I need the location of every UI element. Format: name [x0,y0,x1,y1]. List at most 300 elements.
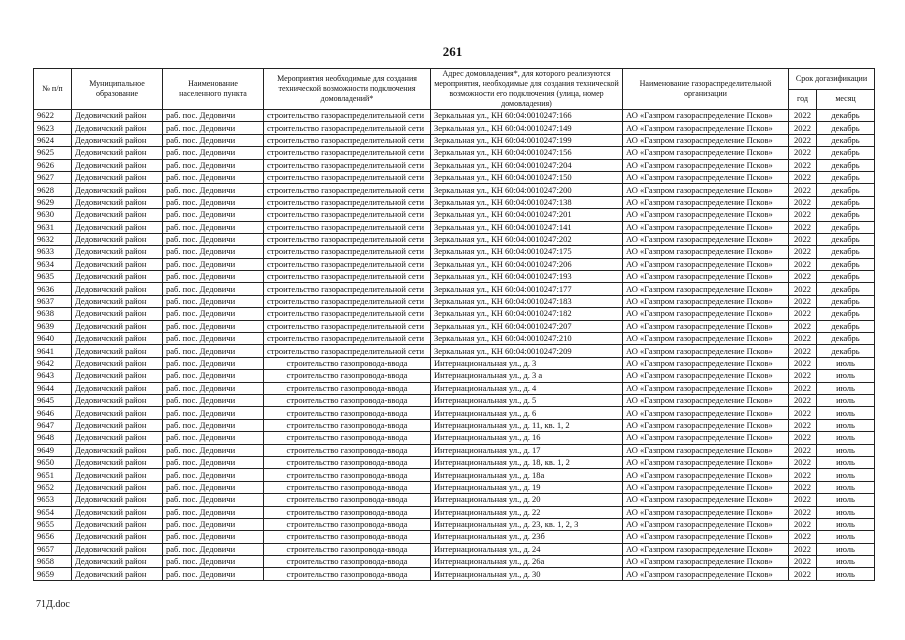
row-organization: АО «Газпром газораспределение Псков» [623,494,789,506]
row-number: 9644 [34,382,72,394]
row-organization: АО «Газпром газораспределение Псков» [623,184,789,196]
table-row [34,283,875,295]
row-year: 2022 [789,357,817,369]
row-address: Зеркальная ул., КН 60:04:0010247:193 [431,271,623,283]
table-row [34,481,875,493]
row-municipality: Дедовичский район [72,110,163,122]
row-activity: строительство газораспределительной сети [264,246,431,258]
row-number: 9631 [34,221,72,233]
row-address: Зеркальная ул., КН 60:04:0010247:209 [431,345,623,357]
row-address: Зеркальная ул., КН 60:04:0010247:204 [431,159,623,171]
row-municipality: Дедовичский район [72,184,163,196]
row-address: Интернациональная ул., д. 18, кв. 1, 2 [431,456,623,468]
table-row [34,196,875,208]
row-municipality: Дедовичский район [72,531,163,543]
row-address: Зеркальная ул., КН 60:04:0010247:202 [431,233,623,245]
row-settlement: раб. пос. Дедовичи [163,246,264,258]
table-row [34,184,875,196]
row-year: 2022 [789,469,817,481]
row-organization: АО «Газпром газораспределение Псков» [623,419,789,431]
row-activity: строительство газопровода-ввода [264,357,431,369]
row-activity: строительство газопровода-ввода [264,494,431,506]
row-organization: АО «Газпром газораспределение Псков» [623,407,789,419]
row-activity: строительство газопровода-ввода [264,543,431,555]
row-month: декабрь [817,147,875,159]
row-organization: АО «Газпром газораспределение Псков» [623,233,789,245]
row-year: 2022 [789,258,817,270]
table-row [34,456,875,468]
row-year: 2022 [789,147,817,159]
row-settlement: раб. пос. Дедовичи [163,357,264,369]
table-row [34,382,875,394]
table-row [34,432,875,444]
row-year: 2022 [789,543,817,555]
row-settlement: раб. пос. Дедовичи [163,196,264,208]
row-activity: строительство газопровода-ввода [264,382,431,394]
row-settlement: раб. пос. Дедовичи [163,419,264,431]
row-month: декабрь [817,134,875,146]
row-address: Зеркальная ул., КН 60:04:0010247:200 [431,184,623,196]
row-month: июль [817,444,875,456]
row-number: 9652 [34,481,72,493]
row-number: 9633 [34,246,72,258]
row-settlement: раб. пос. Дедовичи [163,394,264,406]
row-year: 2022 [789,556,817,568]
row-organization: АО «Газпром газораспределение Псков» [623,481,789,493]
row-year: 2022 [789,370,817,382]
row-address: Зеркальная ул., КН 60:04:0010247:175 [431,246,623,258]
row-number: 9629 [34,196,72,208]
row-month: июль [817,556,875,568]
row-address: Интернациональная ул., д. 23, кв. 1, 2, 3 [431,518,623,530]
table-row [34,221,875,233]
row-month: декабрь [817,110,875,122]
row-organization: АО «Газпром газораспределение Псков» [623,432,789,444]
row-month: декабрь [817,221,875,233]
row-settlement: раб. пос. Дедовичи [163,518,264,530]
row-municipality: Дедовичский район [72,271,163,283]
row-organization: АО «Газпром газораспределение Псков» [623,283,789,295]
row-number: 9625 [34,147,72,159]
row-month: декабрь [817,258,875,270]
row-organization: АО «Газпром газораспределение Псков» [623,543,789,555]
row-municipality: Дедовичский район [72,568,163,580]
row-year: 2022 [789,184,817,196]
row-number: 9624 [34,134,72,146]
header-activity: Мероприятия необходимые для создания технической возможности подключения домовладений* [264,69,431,110]
row-year: 2022 [789,196,817,208]
row-year: 2022 [789,171,817,183]
row-month: июль [817,357,875,369]
row-number: 9653 [34,494,72,506]
row-settlement: раб. пос. Дедовичи [163,506,264,518]
row-year: 2022 [789,394,817,406]
table-row [34,320,875,332]
table-row [34,258,875,270]
row-month: июль [817,543,875,555]
row-municipality: Дедовичский район [72,345,163,357]
row-year: 2022 [789,295,817,307]
row-settlement: раб. пос. Дедовичи [163,134,264,146]
row-activity: строительство газораспределительной сети [264,233,431,245]
row-municipality: Дедовичский район [72,543,163,555]
row-number: 9639 [34,320,72,332]
row-number: 9655 [34,518,72,530]
row-settlement: раб. пос. Дедовичи [163,382,264,394]
row-municipality: Дедовичский район [72,246,163,258]
header-num: № п/п [34,69,72,110]
table-row [34,295,875,307]
row-address: Интернациональная ул., д. 18а [431,469,623,481]
row-number: 9635 [34,271,72,283]
row-year: 2022 [789,159,817,171]
row-municipality: Дедовичский район [72,518,163,530]
table-row [34,134,875,146]
row-organization: АО «Газпром газораспределение Псков» [623,246,789,258]
row-address: Интернациональная ул., д. 5 [431,394,623,406]
row-activity: строительство газопровода-ввода [264,432,431,444]
row-address: Интернациональная ул., д. 30 [431,568,623,580]
row-municipality: Дедовичский район [72,333,163,345]
table-row [34,543,875,555]
row-municipality: Дедовичский район [72,221,163,233]
table-row [34,308,875,320]
row-year: 2022 [789,506,817,518]
row-number: 9637 [34,295,72,307]
row-month: июль [817,419,875,431]
row-activity: строительство газораспределительной сети [264,134,431,146]
row-municipality: Дедовичский район [72,258,163,270]
row-year: 2022 [789,122,817,134]
row-address: Зеркальная ул., КН 60:04:0010247:156 [431,147,623,159]
row-organization: АО «Газпром газораспределение Псков» [623,506,789,518]
table-row [34,110,875,122]
row-year: 2022 [789,320,817,332]
row-month: июль [817,494,875,506]
row-settlement: раб. пос. Дедовичи [163,171,264,183]
row-municipality: Дедовичский район [72,444,163,456]
row-organization: АО «Газпром газораспределение Псков» [623,556,789,568]
row-settlement: раб. пос. Дедовичи [163,122,264,134]
table-row [34,394,875,406]
row-number: 9649 [34,444,72,456]
row-address: Зеркальная ул., КН 60:04:0010247:210 [431,333,623,345]
row-month: декабрь [817,209,875,221]
row-year: 2022 [789,382,817,394]
row-year: 2022 [789,456,817,468]
row-municipality: Дедовичский район [72,357,163,369]
row-month: декабрь [817,295,875,307]
row-month: декабрь [817,159,875,171]
row-municipality: Дедовичский район [72,233,163,245]
row-address: Зеркальная ул., КН 60:04:0010247:141 [431,221,623,233]
row-organization: АО «Газпром газораспределение Псков» [623,456,789,468]
row-address: Зеркальная ул., КН 60:04:0010247:177 [431,283,623,295]
row-settlement: раб. пос. Дедовичи [163,271,264,283]
row-address: Интернациональная ул., д. 22 [431,506,623,518]
row-organization: АО «Газпром газораспределение Псков» [623,258,789,270]
row-number: 9658 [34,556,72,568]
row-number: 9659 [34,568,72,580]
row-month: декабрь [817,196,875,208]
row-settlement: раб. пос. Дедовичи [163,110,264,122]
row-address: Интернациональная ул., д. 4 [431,382,623,394]
row-number: 9638 [34,308,72,320]
row-month: декабрь [817,246,875,258]
row-settlement: раб. пос. Дедовичи [163,556,264,568]
row-year: 2022 [789,419,817,431]
row-address: Зеркальная ул., КН 60:04:0010247:150 [431,171,623,183]
row-month: декабрь [817,283,875,295]
row-address: Зеркальная ул., КН 60:04:0010247:206 [431,258,623,270]
row-number: 9645 [34,394,72,406]
row-settlement: раб. пос. Дедовичи [163,345,264,357]
row-settlement: раб. пос. Дедовичи [163,209,264,221]
row-organization: АО «Газпром газораспределение Псков» [623,469,789,481]
row-organization: АО «Газпром газораспределение Псков» [623,308,789,320]
row-month: июль [817,469,875,481]
row-activity: строительство газораспределительной сети [264,308,431,320]
table-row [34,419,875,431]
row-number: 9626 [34,159,72,171]
row-month: декабрь [817,345,875,357]
row-settlement: раб. пос. Дедовичи [163,407,264,419]
row-month: июль [817,407,875,419]
row-number: 9643 [34,370,72,382]
row-municipality: Дедовичский район [72,494,163,506]
row-organization: АО «Газпром газораспределение Псков» [623,345,789,357]
row-settlement: раб. пос. Дедовичи [163,543,264,555]
row-month: июль [817,382,875,394]
row-organization: АО «Газпром газораспределение Псков» [623,209,789,221]
row-address: Зеркальная ул., КН 60:04:0010247:207 [431,320,623,332]
row-activity: строительство газораспределительной сети [264,258,431,270]
row-municipality: Дедовичский район [72,469,163,481]
row-number: 9647 [34,419,72,431]
row-number: 9651 [34,469,72,481]
header-municipality: Муниципальное образование [72,69,163,110]
table-row [34,171,875,183]
row-municipality: Дедовичский район [72,506,163,518]
row-settlement: раб. пос. Дедовичи [163,184,264,196]
table-row [34,531,875,543]
row-settlement: раб. пос. Дедовичи [163,283,264,295]
row-year: 2022 [789,481,817,493]
row-municipality: Дедовичский район [72,159,163,171]
row-year: 2022 [789,233,817,245]
row-organization: АО «Газпром газораспределение Псков» [623,531,789,543]
table-row [34,494,875,506]
row-address: Интернациональная ул., д. 24 [431,543,623,555]
table-row [34,271,875,283]
row-year: 2022 [789,283,817,295]
row-settlement: раб. пос. Дедовичи [163,531,264,543]
row-number: 9634 [34,258,72,270]
row-number: 9632 [34,233,72,245]
row-settlement: раб. пос. Дедовичи [163,456,264,468]
header-settlement: Наименование населенного пункта [163,69,264,110]
row-number: 9636 [34,283,72,295]
row-organization: АО «Газпром газораспределение Псков» [623,333,789,345]
row-year: 2022 [789,246,817,258]
row-settlement: раб. пос. Дедовичи [163,370,264,382]
row-municipality: Дедовичский район [72,134,163,146]
row-activity: строительство газораспределительной сети [264,122,431,134]
row-activity: строительство газопровода-ввода [264,444,431,456]
row-address: Зеркальная ул., КН 60:04:0010247:201 [431,209,623,221]
table-row [34,370,875,382]
row-activity: строительство газопровода-ввода [264,556,431,568]
row-municipality: Дедовичский район [72,394,163,406]
row-number: 9648 [34,432,72,444]
row-activity: строительство газопровода-ввода [264,568,431,580]
row-settlement: раб. пос. Дедовичи [163,147,264,159]
row-organization: АО «Газпром газораспределение Псков» [623,159,789,171]
row-month: июль [817,518,875,530]
row-activity: строительство газораспределительной сети [264,159,431,171]
row-activity: строительство газопровода-ввода [264,419,431,431]
row-month: июль [817,370,875,382]
row-settlement: раб. пос. Дедовичи [163,308,264,320]
row-month: июль [817,394,875,406]
row-number: 9656 [34,531,72,543]
row-number: 9646 [34,407,72,419]
row-activity: строительство газораспределительной сети [264,295,431,307]
table-row [34,333,875,345]
row-organization: АО «Газпром газораспределение Псков» [623,320,789,332]
row-number: 9640 [34,333,72,345]
row-activity: строительство газораспределительной сети [264,171,431,183]
row-activity: строительство газораспределительной сети [264,283,431,295]
row-settlement: раб. пос. Дедовичи [163,481,264,493]
row-year: 2022 [789,345,817,357]
row-organization: АО «Газпром газораспределение Псков» [623,444,789,456]
row-number: 9657 [34,543,72,555]
row-activity: строительство газораспределительной сети [264,196,431,208]
row-municipality: Дедовичский район [72,295,163,307]
row-municipality: Дедовичский район [72,122,163,134]
row-address: Интернациональная ул., д. 3 а [431,370,623,382]
row-address: Интернациональная ул., д. 16 [431,432,623,444]
row-address: Интернациональная ул., д. 23б [431,531,623,543]
table-body [34,110,875,581]
gasification-table [33,68,875,581]
row-settlement: раб. пос. Дедовичи [163,444,264,456]
row-number: 9642 [34,357,72,369]
row-settlement: раб. пос. Дедовичи [163,333,264,345]
row-organization: АО «Газпром газораспределение Псков» [623,134,789,146]
row-activity: строительство газораспределительной сети [264,320,431,332]
page-number: 261 [442,44,463,59]
table-row [34,469,875,481]
row-year: 2022 [789,518,817,530]
row-municipality: Дедовичский район [72,456,163,468]
table-row [34,357,875,369]
row-month: июль [817,432,875,444]
row-organization: АО «Газпром газораспределение Псков» [623,357,789,369]
row-address: Интернациональная ул., д. 20 [431,494,623,506]
table-row [34,444,875,456]
row-settlement: раб. пос. Дедовичи [163,320,264,332]
row-municipality: Дедовичский район [72,320,163,332]
header-year: год [789,89,817,110]
row-settlement: раб. пос. Дедовичи [163,233,264,245]
row-year: 2022 [789,271,817,283]
row-year: 2022 [789,110,817,122]
row-number: 9630 [34,209,72,221]
row-number: 9623 [34,122,72,134]
table-row [34,407,875,419]
row-organization: АО «Газпром газораспределение Псков» [623,196,789,208]
row-activity: строительство газопровода-ввода [264,481,431,493]
row-settlement: раб. пос. Дедовичи [163,221,264,233]
row-number: 9650 [34,456,72,468]
row-municipality: Дедовичский район [72,481,163,493]
row-municipality: Дедовичский район [72,209,163,221]
row-activity: строительство газопровода-ввода [264,456,431,468]
table-row [34,246,875,258]
row-address: Интернациональная ул., д. 26а [431,556,623,568]
row-settlement: раб. пос. Дедовичи [163,432,264,444]
row-year: 2022 [789,221,817,233]
row-month: декабрь [817,233,875,245]
row-activity: строительство газораспределительной сети [264,271,431,283]
row-year: 2022 [789,333,817,345]
row-municipality: Дедовичский район [72,370,163,382]
row-activity: строительство газопровода-ввода [264,370,431,382]
row-number: 9641 [34,345,72,357]
row-address: Зеркальная ул., КН 60:04:0010247:166 [431,110,623,122]
row-activity: строительство газораспределительной сети [264,221,431,233]
row-organization: АО «Газпром газораспределение Псков» [623,370,789,382]
row-address: Интернациональная ул., д. 11, кв. 1, 2 [431,419,623,431]
row-municipality: Дедовичский район [72,382,163,394]
row-number: 9627 [34,171,72,183]
header-term: Срок догазификации [789,69,875,90]
row-number: 9628 [34,184,72,196]
row-settlement: раб. пос. Дедовичи [163,469,264,481]
header-address: Адрес домовладения*, для которого реализуются мероприятия, необходимые для создания технической возможности его подключения (улица, номер домовладения) [431,69,623,110]
row-year: 2022 [789,568,817,580]
row-address: Зеркальная ул., КН 60:04:0010247:149 [431,122,623,134]
table-row [34,159,875,171]
table-row [34,518,875,530]
table-row [34,568,875,580]
footer-filename: 71Д.doc [36,599,70,610]
row-month: июль [817,506,875,518]
row-municipality: Дедовичский район [72,147,163,159]
table-row [34,147,875,159]
header-month: месяц [817,89,875,110]
row-address: Зеркальная ул., КН 60:04:0010247:138 [431,196,623,208]
row-organization: АО «Газпром газораспределение Псков» [623,382,789,394]
row-address: Зеркальная ул., КН 60:04:0010247:182 [431,308,623,320]
row-organization: АО «Газпром газораспределение Псков» [623,147,789,159]
row-year: 2022 [789,134,817,146]
row-month: декабрь [817,171,875,183]
row-organization: АО «Газпром газораспределение Псков» [623,271,789,283]
row-month: июль [817,531,875,543]
row-number: 9654 [34,506,72,518]
row-activity: строительство газораспределительной сети [264,345,431,357]
row-month: июль [817,568,875,580]
row-municipality: Дедовичский район [72,407,163,419]
row-organization: АО «Газпром газораспределение Псков» [623,568,789,580]
table-row [34,506,875,518]
row-month: декабрь [817,308,875,320]
row-activity: строительство газопровода-ввода [264,518,431,530]
row-month: июль [817,456,875,468]
